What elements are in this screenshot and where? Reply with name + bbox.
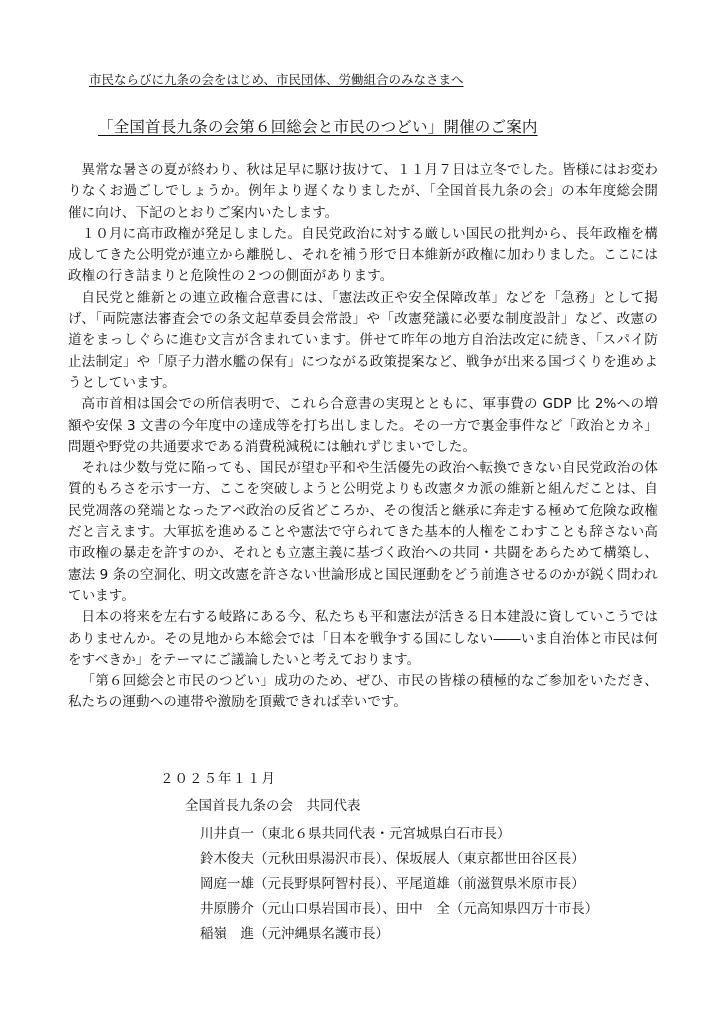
addressee-line: 市民ならびに九条の会をはじめ、市民団体、労働組合のみなさまへ — [89, 72, 464, 87]
document-title: 「全国首長九条の会第６回総会と市民のつどい」開催のご案内 — [98, 118, 538, 136]
organization-signature: 全国首長九条の会 共同代表 — [185, 798, 361, 814]
paragraph: 自民党と維新との連立政権合意書には、「憲法改正や安全保障改革」などを「急務」として掲げ、「両院憲法審査会での条文起草委員会常設」や「改憲発議に必要な制度設計」など、改憲の道をまっしぐらに進む文言が含まれています。併せて昨年の地方自治法改定に続き、「スパイ防止法制定」や「原子力潜水艦の保有」につながる政策提案など、戦争が出来る国づくりを進めようとしています。 — [68, 289, 658, 391]
paragraph: 「第６回総会と市民のつどい」成功のため、ぜひ、市民の皆様の積極的なご参加をいただき、私たちの運動への連帯や激励を頂戴できれば幸いです。 — [68, 673, 658, 711]
paragraph: １０月に高市政権が発足しました。自民党政治に対する厳しい国民の批判から、長年政権を構成してきた公明党が連立から離脱し、それを補う形で日本維新が政権に加わりました。ここには政権の行き詰まりと危険性の２つの側面があります。 — [68, 225, 658, 285]
representative-line: 井原勝介（元山口県岩国市長）、田中 全（元高知県四万十市長） — [200, 901, 599, 917]
paragraph: 異常な暑さの夏が終わり、秋は足早に駆け抜けて、１１月７日は立冬でした。皆様にはお変わりなくお過ごしでしょうか。例年より遅くなりましたが、「全国首長九条の会」の本年度総会開催に向け、下記のとおりご案内いたします。 — [68, 162, 658, 221]
representative-line: 稲嶺 進（元沖縄県名護市長） — [200, 926, 389, 942]
representatives-list — [200, 822, 598, 947]
representative-line: 岡庭一雄（元長野県阿智村長）、平尾道雄（前滋賀県米原市長） — [200, 876, 585, 892]
representative-line: 鈴木俊夫（元秋田県湯沢市長）、保坂展人（東京都世田谷区長） — [200, 851, 585, 867]
representative-line: 川井貞一（東北６県共同代表・元宮城県白石市長） — [200, 826, 511, 842]
body-text — [68, 160, 658, 714]
paragraph: 日本の将来を左右する岐路にある今、私たちも平和憲法が活きる日本建設に資していこうではありませんか。その見地から本総会では「日本を戦争する国にしない――いま自治体と市民は何をすべきか」をテーマにご議論したいと考えております。 — [68, 609, 658, 668]
paragraph: 高市首相は国会での所信表明で、これら合意書の実現とともに、軍事費の GDP 比 2%への増額や安保 3 文書の今年度中の達成等を打ち出しました。その一方で裏金事件など「政治とカネ」問題や野党の共通要求である消費税減税には触れずじまいでした。 — [68, 396, 658, 455]
issue-date: ２０２５年１１月 — [160, 771, 276, 787]
paragraph: それは少数与党に陥っても、国民が望む平和や生活優先の政治へ転換できない自民党政治の体質的もろさを示す一方、ここを突破しようと公明党よりも改憲タカ派の維新と組んだことは、自民党凋落の発端となったアベ政治の反省どころか、その復活と継承に奔走する極めて危険な政権だと言えます。大軍拡を進めることや憲法で守られてきた基本的人権をこわすことも辞さない高市政権の暴走を許すのか、それとも立憲主義に基づく政治への共同・共闘をあらためて構築し、憲法 9 条の空洞化、明文改憲を許さない世論形成と国民運動をどう前進させるのかが鋭く問われています。 — [68, 460, 658, 604]
